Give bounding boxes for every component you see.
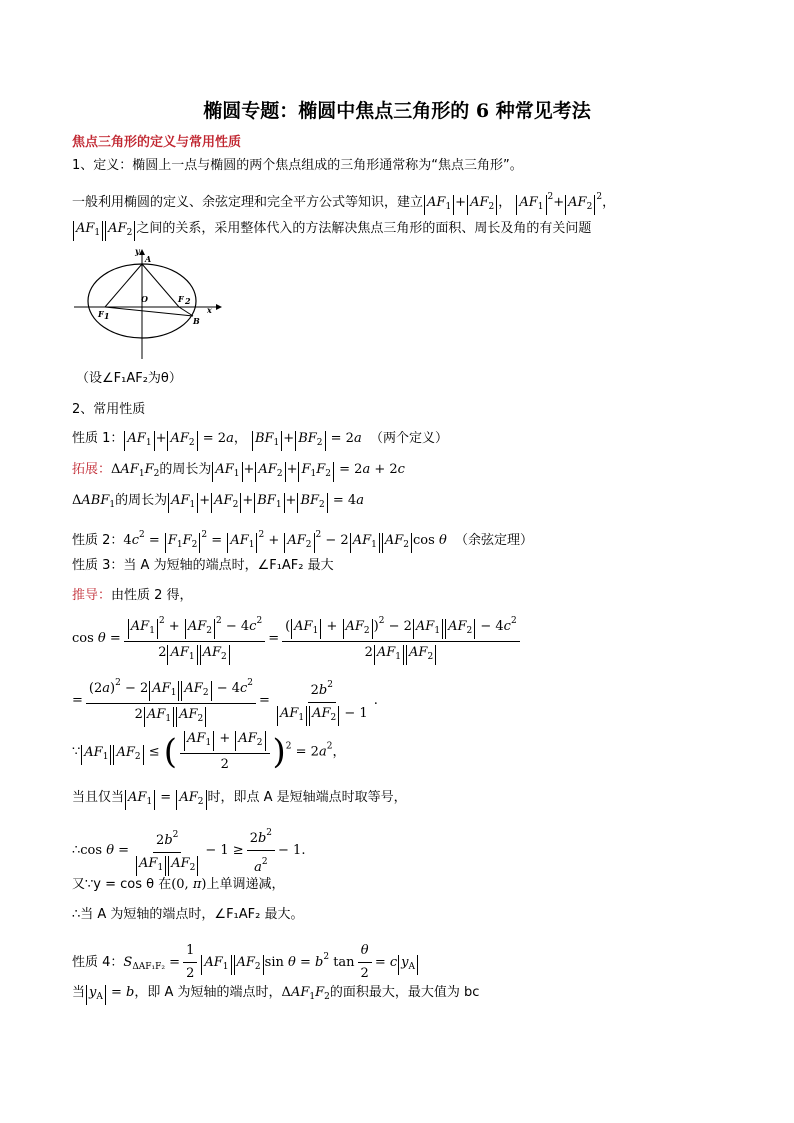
formula-sum-af: $AF_1 + AF_2$ ， $AF_1^2+ AF_2^2$， (423, 195, 615, 210)
derivation-eq-3: ∵ $AF_1$ $AF_2$ ≤ ( $\frac{AF_1 + AF_2}{2}$ )$^2 = 2a^2$， (72, 731, 346, 772)
prop4-line (72, 942, 419, 983)
prop1-note: （两个定义） (369, 431, 448, 446)
derivation-eq-1: cos θ = $\frac{AF_1^2 + AF_2^2 - 4c^2}{2 AF_1 AF_2}$ = $\frac{( AF_1 + AF_2 )^2 - 2 AF_1 AF_2 - 4c^2}{2 AF_1 AF_2}$ (72, 612, 523, 665)
prop4-label: 性质 4： (72, 955, 124, 970)
derivation-intro: 由性质 2 得， (111, 588, 193, 603)
properties-heading: 2、常用性质 (72, 402, 146, 417)
prop2-line (72, 526, 533, 553)
label-f1: F (98, 309, 104, 319)
extension-label: 拓展： (72, 462, 112, 477)
extension-text-2: 的周长为 (115, 493, 168, 508)
extension-formula-2: $AF_1 + AF_2 + BF_1 + BF_2 = 4a$ (167, 493, 364, 508)
equality-formula: $AF_1 = AF_2$ (124, 790, 207, 805)
prop4-formula: $S_{\Delta AF_1F_2}$ = $\frac{1}{2}$ $AF_1$ $AF_2$ $\sin \theta = b^2$ tan $\frac{\theta}{2}$ = c $y_A$ (123, 955, 419, 970)
derivation-intro-line (72, 587, 193, 605)
derivation-eq-2: = $\frac{(2a)^2 - 2 AF_1 AF_2 - 4c^2}{2 AF_1 AF_2}$ = $\frac{2b^2}{AF_1 AF_2 - 1}$ . (72, 674, 378, 727)
section-heading: 焦点三角形的定义与常用性质 (72, 135, 242, 150)
extension-text-1: 的周长为 (159, 462, 212, 477)
definition-line-3 (72, 220, 591, 241)
prop1-formula: $AF_1 + AF_2 = 2a$， $BF_1 + BF_2 = 2a$ (123, 431, 361, 446)
label-f1-sub: 1 (104, 311, 110, 321)
extension-line-1: 拓展：$\Delta AF_1F_2$的周长为 $AF_1 + AF_2 + F_1F_2 = 2a + 2c$ (72, 461, 405, 483)
prop4-rest: ，即 A 为短轴的端点时， (134, 985, 282, 1000)
prop1-label: 性质 1： (72, 431, 124, 446)
formula-product-af: $AF_1$ $AF_2$ (72, 221, 136, 236)
label-b: B (193, 316, 200, 326)
label-o: O (141, 294, 148, 304)
label-a: A (145, 254, 152, 264)
prop3-line (72, 557, 334, 575)
segment-f1-b (105, 307, 193, 316)
derivation-label: 推导： (72, 588, 112, 603)
extension-line-2: $\Delta ABF_1$的周长为 $AF_1 + AF_2 + BF_1 + BF_2 = 4a$ (72, 492, 364, 514)
mono-interval: (0, π) (171, 877, 207, 892)
definition-line-2-text: 一般利用椭圆的定义、余弦定理和完全平方公式等知识，建立 (72, 195, 424, 210)
equality-text-2: 时，即点 A 是短轴端点时取等号， (207, 790, 407, 805)
ellipse-figure (72, 246, 222, 364)
equality-text-1: 当且仅当 (72, 790, 125, 805)
prop4-conclusion-line: 当 $y_A = b$，即 A 为短轴的端点时，$\Delta AF_1F_2$的面积最大，最大值为 bc (72, 984, 479, 1006)
page-title: 椭圆专题：椭圆中焦点三角形的 6 种常见考法 (203, 100, 591, 122)
label-f2: F (178, 294, 184, 304)
extension-formula-1: $AF_1 + AF_2 + F_1F_2 = 2a + 2c$ (211, 462, 405, 477)
prop3-label: 性质 3： (72, 558, 124, 573)
mono-text-1: 又∵y = cos θ 在 (72, 877, 172, 892)
definition-line-3-text: 之间的关系，采用整体代入的方法解决焦点三角形的面积、周长及角的有关问题 (136, 221, 592, 236)
label-f2-sub: 2 (185, 296, 191, 306)
prop4-ya-formula: $y_A = b$ (85, 985, 134, 1000)
prop2-formula: $4c^2 = F_1F_2^2 = AF_1^2 + AF_2^2 - 2$ $AF_1$ $AF_2$ cos θ (123, 533, 446, 548)
label-y: y (135, 246, 140, 256)
prop3-text: 当 A 为短轴的端点时，∠F₁AF₂ 最大 (123, 558, 334, 573)
prop4-when: 当 (72, 985, 86, 1000)
mono-text-2: 上单调递减， (206, 877, 285, 892)
prop4-end: 的面积最大，最大值为 bc (329, 985, 480, 1000)
prop1-line (72, 430, 448, 451)
x-axis-arrow-icon (216, 304, 222, 310)
derivation-eq-4: ∴cos θ = $\frac{2b^2}{AF_1 AF_2}$ − 1 ≥ $\frac{2b^2}{a^2}$ − 1. (72, 824, 305, 877)
label-x: x (207, 305, 212, 315)
prop2-note: （余弦定理） (455, 533, 534, 548)
derivation-mono-line (72, 876, 284, 894)
prop2-label: 性质 2： (72, 533, 124, 548)
derivation-equality-line (72, 789, 407, 810)
definition-line-2 (72, 188, 615, 215)
definition-line-1: 1、定义：椭圆上一点与椭圆的两个焦点组成的三角形通常称为“焦点三角形”。 (72, 158, 523, 173)
figure-caption: （设∠F₁AF₂为θ） (76, 371, 182, 386)
derivation-conclusion: ∴当 A 为短轴的端点时，∠F₁AF₂ 最大。 (72, 907, 304, 922)
